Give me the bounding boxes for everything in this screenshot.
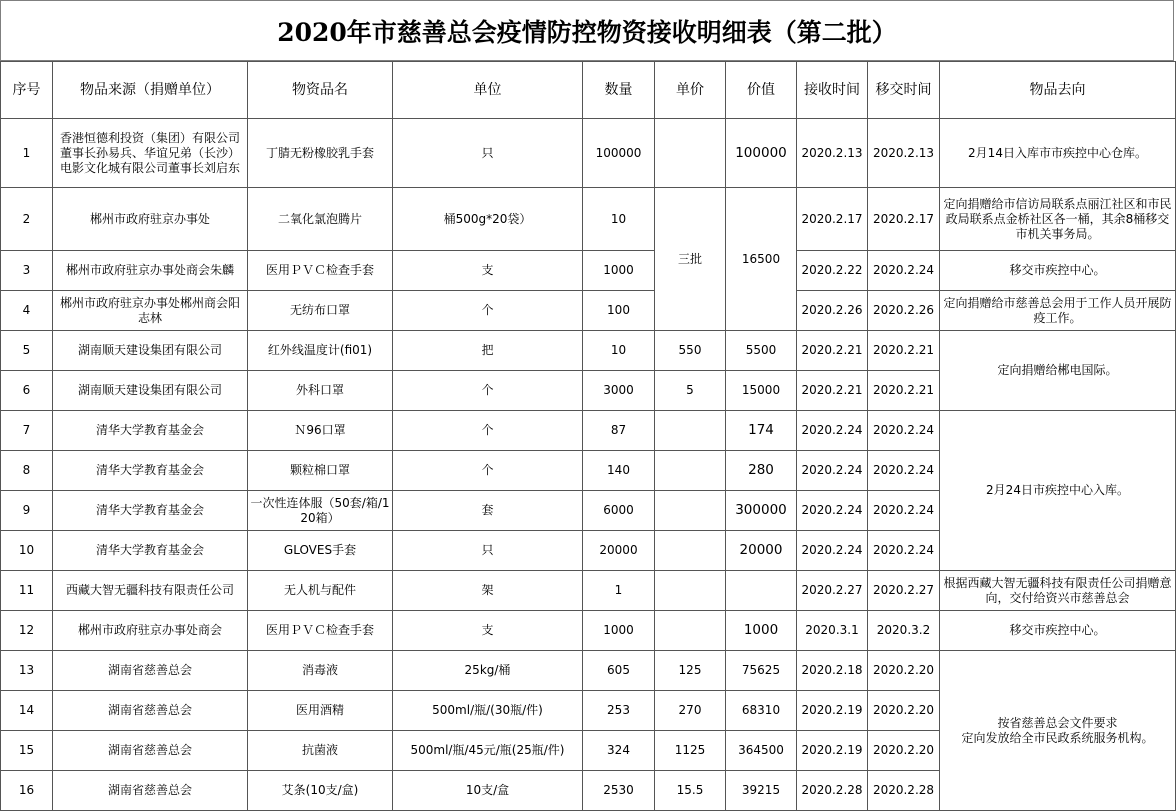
cell-recv: 2020.2.28 (797, 771, 868, 811)
cell-xfer: 2020.2.17 (868, 188, 940, 251)
cell-xfer: 2020.2.27 (868, 571, 940, 611)
cell-dest: 移交市疾控中心。 (940, 611, 1176, 651)
cell-price-merged: 三批 (655, 188, 726, 331)
cell-qty: 100000 (583, 119, 655, 188)
cell-price (655, 119, 726, 188)
cell-source: 湖南顺天建设集团有限公司 (53, 371, 248, 411)
donation-table (0, 61, 1176, 811)
header-xfer: 移交时间 (868, 62, 940, 119)
cell-item: 抗菌液 (248, 731, 393, 771)
cell-recv: 2020.2.18 (797, 651, 868, 691)
cell-item: 二氧化氯泡腾片 (248, 188, 393, 251)
table-row (1, 411, 1176, 451)
cell-dest-merged: 定向捐赠给郴电国际。 (940, 331, 1176, 411)
cell-xfer: 2020.2.24 (868, 451, 940, 491)
cell-qty: 324 (583, 731, 655, 771)
cell-dest: 2月14日入库市市疾控中心仓库。 (940, 119, 1176, 188)
cell-source: 湖南省慈善总会 (53, 651, 248, 691)
cell-qty: 100 (583, 291, 655, 331)
cell-dest-merged: 按省慈善总会文件要求 定向发放给全市民政系统服务机构。 (940, 651, 1176, 811)
cell-recv: 2020.2.24 (797, 491, 868, 531)
cell-item: 红外线温度计(fi01) (248, 331, 393, 371)
cell-price: 15.5 (655, 771, 726, 811)
cell-value-merged: 16500 (726, 188, 797, 331)
cell-price: 1125 (655, 731, 726, 771)
cell-unit: 25kg/桶 (393, 651, 583, 691)
cell-no: 14 (1, 691, 53, 731)
cell-qty: 1 (583, 571, 655, 611)
cell-value: 174 (726, 411, 797, 451)
cell-qty: 20000 (583, 531, 655, 571)
header-price: 单价 (655, 62, 726, 119)
cell-dest-merged: 2月24日市疾控中心入库。 (940, 411, 1176, 571)
cell-source: 郴州市政府驻京办事处商会 (53, 611, 248, 651)
cell-price (655, 451, 726, 491)
cell-unit: 套 (393, 491, 583, 531)
cell-no: 15 (1, 731, 53, 771)
cell-recv: 2020.2.24 (797, 411, 868, 451)
cell-unit: 个 (393, 291, 583, 331)
cell-xfer: 2020.2.24 (868, 491, 940, 531)
cell-dest: 定向捐赠给市慈善总会用于工作人员开展防疫工作。 (940, 291, 1176, 331)
cell-xfer: 2020.3.2 (868, 611, 940, 651)
cell-no: 7 (1, 411, 53, 451)
cell-xfer: 2020.2.24 (868, 531, 940, 571)
cell-recv: 2020.2.21 (797, 371, 868, 411)
cell-unit: 支 (393, 611, 583, 651)
cell-qty: 253 (583, 691, 655, 731)
cell-recv: 2020.2.19 (797, 691, 868, 731)
cell-item: GLOVES手套 (248, 531, 393, 571)
cell-price (655, 571, 726, 611)
header-dest: 物品去向 (940, 62, 1176, 119)
cell-qty: 10 (583, 331, 655, 371)
cell-item: 医用酒精 (248, 691, 393, 731)
cell-recv: 2020.2.24 (797, 451, 868, 491)
cell-source: 湖南顺天建设集团有限公司 (53, 331, 248, 371)
cell-source: 清华大学教育基金会 (53, 531, 248, 571)
cell-source: 清华大学教育基金会 (53, 491, 248, 531)
cell-item: 医用ＰＶＣ检查手套 (248, 611, 393, 651)
cell-recv: 2020.2.17 (797, 188, 868, 251)
table-row (1, 251, 1176, 291)
page-title: 2020年市慈善总会疫情防控物资接收明细表（第二批） (0, 0, 1174, 61)
cell-xfer: 2020.2.26 (868, 291, 940, 331)
cell-no: 10 (1, 531, 53, 571)
cell-recv: 2020.2.21 (797, 331, 868, 371)
cell-dest: 移交市疾控中心。 (940, 251, 1176, 291)
header-row (1, 62, 1176, 119)
cell-source: 清华大学教育基金会 (53, 451, 248, 491)
cell-no: 16 (1, 771, 53, 811)
cell-xfer: 2020.2.13 (868, 119, 940, 188)
cell-unit: 500ml/瓶/45元/瓶(25瓶/件) (393, 731, 583, 771)
cell-unit: 把 (393, 331, 583, 371)
cell-source: 郴州市政府驻京办事处商会朱麟 (53, 251, 248, 291)
cell-price: 270 (655, 691, 726, 731)
cell-item: 医用ＰＶＣ检查手套 (248, 251, 393, 291)
cell-price: 550 (655, 331, 726, 371)
cell-xfer: 2020.2.28 (868, 771, 940, 811)
table-row (1, 611, 1176, 651)
cell-qty: 2530 (583, 771, 655, 811)
cell-xfer: 2020.2.24 (868, 411, 940, 451)
cell-unit: 500ml/瓶/(30瓶/件) (393, 691, 583, 731)
cell-price: 5 (655, 371, 726, 411)
cell-no: 9 (1, 491, 53, 531)
cell-value: 300000 (726, 491, 797, 531)
header-item: 物资品名 (248, 62, 393, 119)
cell-no: 13 (1, 651, 53, 691)
cell-item: 无人机与配件 (248, 571, 393, 611)
cell-unit: 只 (393, 119, 583, 188)
cell-xfer: 2020.2.20 (868, 731, 940, 771)
cell-source: 湖南省慈善总会 (53, 771, 248, 811)
cell-no: 5 (1, 331, 53, 371)
cell-source: 西藏大智无疆科技有限责任公司 (53, 571, 248, 611)
cell-item: 无纺布口罩 (248, 291, 393, 331)
cell-qty: 3000 (583, 371, 655, 411)
header-no: 序号 (1, 62, 53, 119)
cell-source: 湖南省慈善总会 (53, 731, 248, 771)
cell-qty: 6000 (583, 491, 655, 531)
cell-value: 280 (726, 451, 797, 491)
cell-recv: 2020.2.27 (797, 571, 868, 611)
cell-item: 消毒液 (248, 651, 393, 691)
cell-xfer: 2020.2.21 (868, 371, 940, 411)
cell-xfer: 2020.2.21 (868, 331, 940, 371)
cell-unit: 桶500g*20袋） (393, 188, 583, 251)
cell-recv: 2020.2.26 (797, 291, 868, 331)
cell-value: 5500 (726, 331, 797, 371)
cell-unit: 个 (393, 411, 583, 451)
cell-source: 湖南省慈善总会 (53, 691, 248, 731)
cell-source: 郴州市政府驻京办事处 (53, 188, 248, 251)
cell-price (655, 611, 726, 651)
cell-item: 一次性连体服（50套/箱/120箱） (248, 491, 393, 531)
cell-price: 125 (655, 651, 726, 691)
cell-value: 75625 (726, 651, 797, 691)
cell-no: 8 (1, 451, 53, 491)
cell-item: 丁腈无粉橡胶乳手套 (248, 119, 393, 188)
cell-xfer: 2020.2.24 (868, 251, 940, 291)
cell-recv: 2020.2.13 (797, 119, 868, 188)
header-value: 价值 (726, 62, 797, 119)
cell-xfer: 2020.2.20 (868, 651, 940, 691)
cell-qty: 1000 (583, 611, 655, 651)
cell-item: 艾条(10支/盒) (248, 771, 393, 811)
cell-recv: 2020.2.19 (797, 731, 868, 771)
cell-qty: 10 (583, 188, 655, 251)
table-row (1, 571, 1176, 611)
table-row (1, 651, 1176, 691)
cell-qty: 140 (583, 451, 655, 491)
cell-recv: 2020.3.1 (797, 611, 868, 651)
cell-price (655, 491, 726, 531)
cell-source: 清华大学教育基金会 (53, 411, 248, 451)
cell-recv: 2020.2.24 (797, 531, 868, 571)
cell-no: 3 (1, 251, 53, 291)
cell-value: 15000 (726, 371, 797, 411)
cell-value (726, 571, 797, 611)
cell-value: 20000 (726, 531, 797, 571)
cell-item: 颗粒棉口罩 (248, 451, 393, 491)
cell-unit: 只 (393, 531, 583, 571)
table-row (1, 291, 1176, 331)
cell-source: 郴州市政府驻京办事处郴州商会阳志林 (53, 291, 248, 331)
cell-dest: 定向捐赠给市信访局联系点丽江社区和市民政局联系点金桥社区各一桶，其余8桶移交市机关事务局。 (940, 188, 1176, 251)
cell-unit: 10支/盒 (393, 771, 583, 811)
cell-qty: 605 (583, 651, 655, 691)
cell-recv: 2020.2.22 (797, 251, 868, 291)
header-source: 物品来源（捐赠单位） (53, 62, 248, 119)
header-unit: 单位 (393, 62, 583, 119)
cell-item: Ｎ96口罩 (248, 411, 393, 451)
cell-source: 香港恒德利投资（集团）有限公司 董事长孙易兵、华谊兄弟（长沙）电影文化城有限公司董事长刘启东 (53, 119, 248, 188)
cell-no: 2 (1, 188, 53, 251)
cell-item: 外科口罩 (248, 371, 393, 411)
cell-unit: 支 (393, 251, 583, 291)
table-row (1, 331, 1176, 371)
cell-unit: 架 (393, 571, 583, 611)
cell-unit: 个 (393, 451, 583, 491)
cell-value: 364500 (726, 731, 797, 771)
table-row (1, 188, 1176, 251)
header-qty: 数量 (583, 62, 655, 119)
cell-xfer: 2020.2.20 (868, 691, 940, 731)
cell-no: 11 (1, 571, 53, 611)
cell-value: 1000 (726, 611, 797, 651)
cell-value: 100000 (726, 119, 797, 188)
cell-dest: 根据西藏大智无疆科技有限责任公司捐赠意向，交付给资兴市慈善总会 (940, 571, 1176, 611)
cell-no: 4 (1, 291, 53, 331)
cell-value: 68310 (726, 691, 797, 731)
cell-value: 39215 (726, 771, 797, 811)
cell-no: 1 (1, 119, 53, 188)
cell-qty: 1000 (583, 251, 655, 291)
table-row (1, 119, 1176, 188)
cell-unit: 个 (393, 371, 583, 411)
cell-price (655, 531, 726, 571)
cell-no: 12 (1, 611, 53, 651)
cell-qty: 87 (583, 411, 655, 451)
cell-price (655, 411, 726, 451)
cell-no: 6 (1, 371, 53, 411)
header-recv: 接收时间 (797, 62, 868, 119)
